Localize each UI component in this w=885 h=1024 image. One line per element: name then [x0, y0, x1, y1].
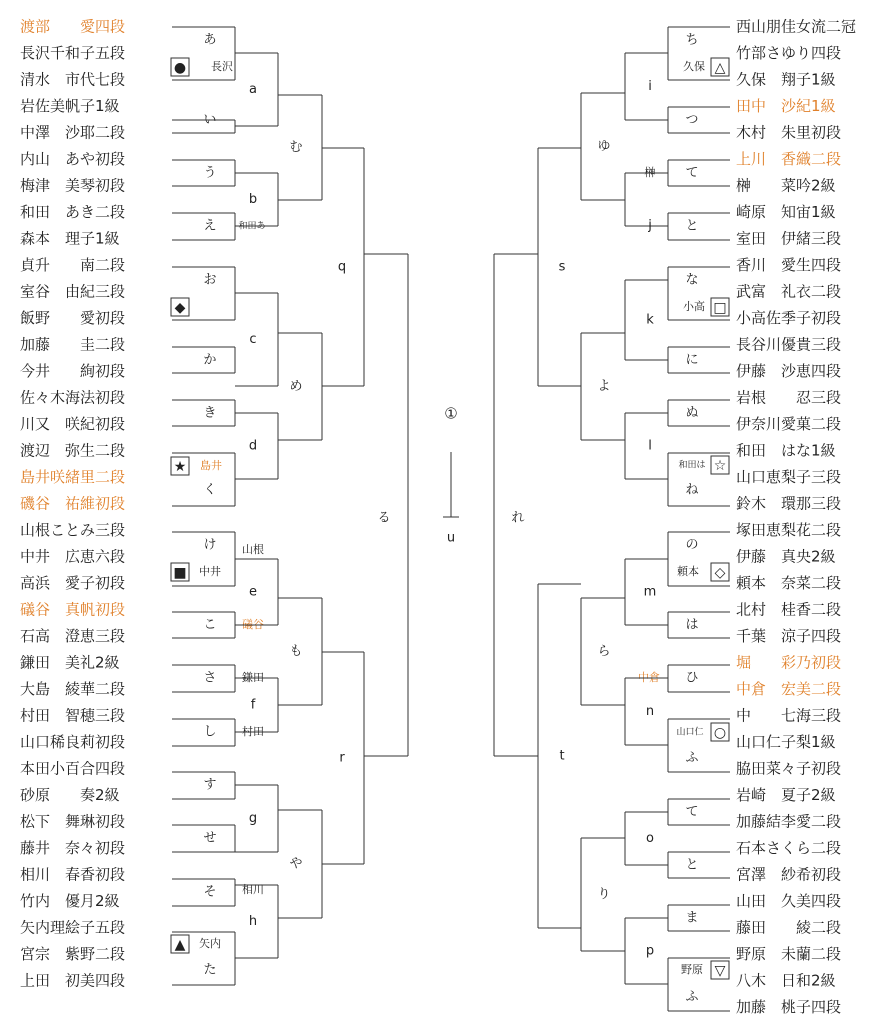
left-player-name: 和田 あき二段	[20, 203, 126, 221]
right-player-name: 中倉 宏美二段	[736, 680, 842, 698]
left-player-name: 渡部 愛四段	[20, 17, 126, 36]
left-player-name: 礒谷 真帆初段	[20, 600, 126, 619]
right-winner-name: 山口仁	[676, 727, 704, 738]
right-seed-mark: □	[713, 300, 727, 316]
right-player-name: 野原 未蘭二段	[736, 945, 842, 963]
left-round1-label: え	[203, 218, 217, 234]
left-player-name: 中澤 沙耶二段	[20, 123, 126, 142]
right-round3-label: よ	[597, 379, 611, 394]
left-round1-label: せ	[203, 830, 217, 846]
left-player-name: 相川 春香初段	[20, 865, 126, 884]
right-round4-label: t	[559, 748, 565, 764]
left-round1-label: さ	[203, 670, 217, 686]
left-round4-label: q	[337, 259, 347, 275]
left-round1-label: い	[203, 112, 217, 128]
right-round1-label: ね	[685, 482, 699, 498]
right-round2-label: i	[648, 79, 652, 94]
left-player-name: 矢内理絵子五段	[20, 918, 126, 937]
right-round1-label: ふ	[685, 750, 699, 766]
left-player-name: 石高 澄恵三段	[20, 627, 126, 645]
right-winner-name: 小高	[683, 300, 705, 313]
right-semifinal-label: れ	[511, 510, 525, 526]
right-round1-label: な	[685, 272, 699, 288]
left-player-name: 島井咲緒里二段	[20, 468, 126, 486]
left-seed-mark: ★	[173, 459, 187, 475]
right-player-name: 堀 彩乃初段	[736, 653, 842, 672]
left-player-name: 村田 智穂三段	[20, 706, 126, 725]
right-winner-name: 久保	[683, 60, 705, 73]
right-round1-label: ぬ	[685, 405, 699, 421]
left-round1-label: け	[203, 537, 217, 553]
right-round1-label: ふ	[685, 989, 699, 1005]
left-round2-label: c	[249, 332, 257, 347]
right-round3-label: ゆ	[597, 139, 611, 154]
right-player-name: 長谷川優貴三段	[736, 335, 842, 354]
left-player-name: 岩佐美帆子1級	[20, 97, 120, 115]
left-round1-label: き	[203, 405, 217, 421]
left-player-name: 中井 広恵六段	[20, 547, 126, 566]
left-player-name: 大島 綾華二段	[20, 680, 126, 698]
right-round1-label: と	[685, 218, 699, 234]
left-winner-name: 和田あ	[238, 221, 266, 232]
left-seed-mark: ▲	[174, 937, 186, 953]
right-round1-label: ひ	[685, 670, 699, 686]
left-round1-label: す	[203, 777, 217, 793]
left-player-name: 加藤 圭二段	[20, 335, 126, 354]
left-player-name: 川又 咲紀初段	[20, 415, 126, 433]
right-seed-mark: △	[714, 60, 726, 76]
right-winner-name: 榊	[644, 166, 656, 179]
right-player-name: 鈴木 環那三段	[736, 494, 842, 513]
left-round2-label: a	[249, 82, 257, 97]
right-seed-mark: ▽	[714, 963, 726, 979]
left-player-name: 上田 初美四段	[20, 971, 126, 990]
right-player-name: 山田 久美四段	[736, 892, 842, 910]
right-seed-mark: ◇	[714, 565, 726, 581]
left-player-name: 高浜 愛子初段	[20, 574, 126, 592]
final-label: u	[446, 530, 456, 546]
left-winner-name: 山根	[242, 543, 264, 556]
left-player-name: 竹内 優月2級	[20, 892, 120, 910]
left-round3-label: や	[289, 856, 303, 872]
left-player-name: 山口稀良莉初段	[20, 733, 126, 751]
right-round1-label: て	[685, 804, 699, 820]
right-winner-name: 野原	[681, 963, 703, 976]
right-round2-label: m	[643, 584, 657, 600]
right-round1-label: に	[685, 352, 699, 368]
right-round2-label: l	[648, 438, 652, 454]
left-round2-label: f	[250, 697, 256, 713]
left-winner-name: 礒谷	[242, 618, 264, 631]
left-seed-mark: ◆	[174, 300, 186, 316]
left-player-name: 宮宗 紫野二段	[20, 945, 126, 963]
right-round2-label: j	[648, 218, 652, 233]
right-player-name: 伊藤 真央2級	[736, 547, 836, 566]
right-winner-name: 中倉	[638, 671, 660, 684]
right-round1-label: ま	[685, 910, 699, 926]
right-round2-label: k	[646, 312, 654, 328]
left-seed-mark: ●	[173, 60, 187, 76]
right-player-name: 加藤 桃子四段	[736, 998, 842, 1016]
right-player-name: 岩根 忍三段	[736, 388, 842, 407]
left-player-name: 松下 舞琳初段	[20, 812, 126, 831]
right-round3-label: り	[597, 887, 611, 902]
left-round1-label: あ	[203, 32, 217, 48]
left-player-name: 内山 あや初段	[20, 150, 126, 168]
right-round1-label: と	[685, 857, 699, 873]
right-player-name: 岩崎 夏子2級	[736, 786, 836, 804]
right-round1-label: つ	[685, 112, 699, 128]
left-player-name: 今井 絢初段	[20, 362, 126, 380]
right-player-name: 脇田菜々子初段	[736, 759, 842, 778]
left-round2-label: h	[248, 914, 258, 929]
left-player-name: 室谷 由紀三段	[20, 282, 126, 301]
right-player-name: 木村 朱里初段	[736, 123, 842, 142]
left-player-name: 渡辺 弥生二段	[20, 441, 126, 460]
left-round2-label: d	[248, 438, 258, 454]
right-player-name: 中 七海三段	[736, 706, 842, 725]
left-player-name: 磯谷 祐維初段	[20, 494, 126, 513]
left-round4-label: r	[339, 750, 345, 766]
left-round3-label: む	[289, 140, 303, 155]
left-player-name: 森本 理子1級	[20, 229, 120, 248]
right-seed-mark: ☆	[713, 458, 727, 474]
left-seed-mark: ■	[173, 565, 187, 581]
right-player-name: 武富 礼衣二段	[736, 282, 842, 301]
right-winner-name: 和田は	[678, 460, 706, 471]
left-winner-name: 中井	[199, 565, 221, 578]
right-round1-label: ち	[685, 32, 699, 48]
right-player-name: 室田 伊緒三段	[736, 229, 842, 248]
right-player-name: 宮澤 紗希初段	[736, 865, 842, 884]
right-winner-name: 頼本	[677, 565, 699, 578]
left-round3-label: も	[289, 644, 303, 659]
right-player-name: 藤田 綾二段	[736, 918, 842, 937]
right-player-name: 伊藤 沙恵四段	[736, 362, 842, 380]
right-player-name: 和田 はな1級	[736, 441, 836, 460]
left-player-name: 本田小百合四段	[20, 759, 126, 778]
left-round1-label: お	[203, 272, 217, 288]
left-player-name: 梅津 美琴初段	[20, 176, 126, 195]
left-player-name: 貞升 南二段	[20, 256, 126, 274]
right-player-name: 頼本 奈菜二段	[736, 574, 842, 592]
left-player-name: 飯野 愛初段	[20, 309, 126, 327]
left-round1-label: こ	[203, 617, 217, 633]
left-winner-name: 長沢	[211, 60, 233, 73]
right-player-name: 伊奈川愛菓二段	[736, 415, 842, 433]
right-player-name: 山口恵梨子三段	[736, 468, 842, 486]
left-player-name: 鎌田 美礼2級	[20, 653, 120, 672]
right-player-name: 千葉 涼子四段	[736, 627, 842, 645]
left-player-name: 佐々木海法初段	[20, 388, 126, 407]
right-player-name: 香川 愛生四段	[736, 256, 842, 274]
left-winner-name: 相川	[242, 883, 264, 896]
left-round2-label: e	[249, 584, 257, 600]
right-round2-label: p	[645, 943, 655, 959]
left-player-name: 藤井 奈々初段	[20, 839, 126, 857]
right-player-name: 八木 日和2級	[736, 971, 836, 990]
right-player-name: 加藤結李愛二段	[736, 812, 842, 831]
right-round2-label: o	[646, 831, 654, 846]
left-winner-name: 矢内	[199, 937, 221, 950]
right-round4-label: s	[558, 259, 566, 275]
left-round2-label: b	[248, 192, 258, 207]
right-round1-label: の	[685, 537, 699, 553]
right-player-name: 小高佐季子初段	[736, 309, 842, 327]
left-round3-label: め	[289, 379, 303, 394]
right-player-name: 石本さくら二段	[736, 839, 842, 857]
left-round2-label: g	[248, 811, 258, 826]
right-round2-label: n	[645, 704, 655, 719]
final-title: ①	[444, 404, 458, 423]
left-winner-name: 島井	[200, 459, 222, 472]
right-player-name: 崎原 知宙1級	[736, 203, 836, 221]
left-round1-label: た	[203, 962, 217, 978]
right-player-name: 榊 菜吟2級	[736, 176, 836, 195]
right-player-name: 塚田恵梨花二段	[736, 521, 842, 539]
left-semifinal-label: る	[377, 510, 391, 526]
left-round1-label: し	[203, 724, 217, 740]
left-round1-label: く	[203, 482, 217, 498]
right-seed-mark: ○	[713, 725, 727, 741]
left-player-name: 山根ことみ三段	[20, 521, 126, 539]
left-round1-label: そ	[203, 884, 217, 900]
left-round1-label: か	[203, 352, 217, 368]
right-player-name: 上川 香織二段	[736, 150, 842, 168]
right-round1-label: て	[685, 165, 699, 181]
left-winner-name: 村田	[242, 725, 264, 738]
right-player-name: 田中 沙紀1級	[736, 97, 836, 115]
right-round3-label: ら	[597, 644, 611, 659]
right-round1-label: は	[685, 617, 699, 633]
left-player-name: 長沢千和子五段	[20, 44, 126, 62]
right-player-name: 竹部さゆり四段	[736, 44, 842, 62]
left-player-name: 清水 市代七段	[20, 70, 126, 89]
left-round1-label: う	[203, 165, 217, 181]
left-player-name: 砂原 奏2級	[20, 786, 120, 804]
right-player-name: 西山朋佳女流二冠	[736, 17, 857, 36]
right-player-name: 北村 桂香二段	[736, 600, 842, 619]
left-winner-name: 鎌田	[242, 671, 264, 684]
right-player-name: 山口仁子梨1級	[736, 733, 836, 751]
right-player-name: 久保 翔子1級	[736, 70, 836, 89]
